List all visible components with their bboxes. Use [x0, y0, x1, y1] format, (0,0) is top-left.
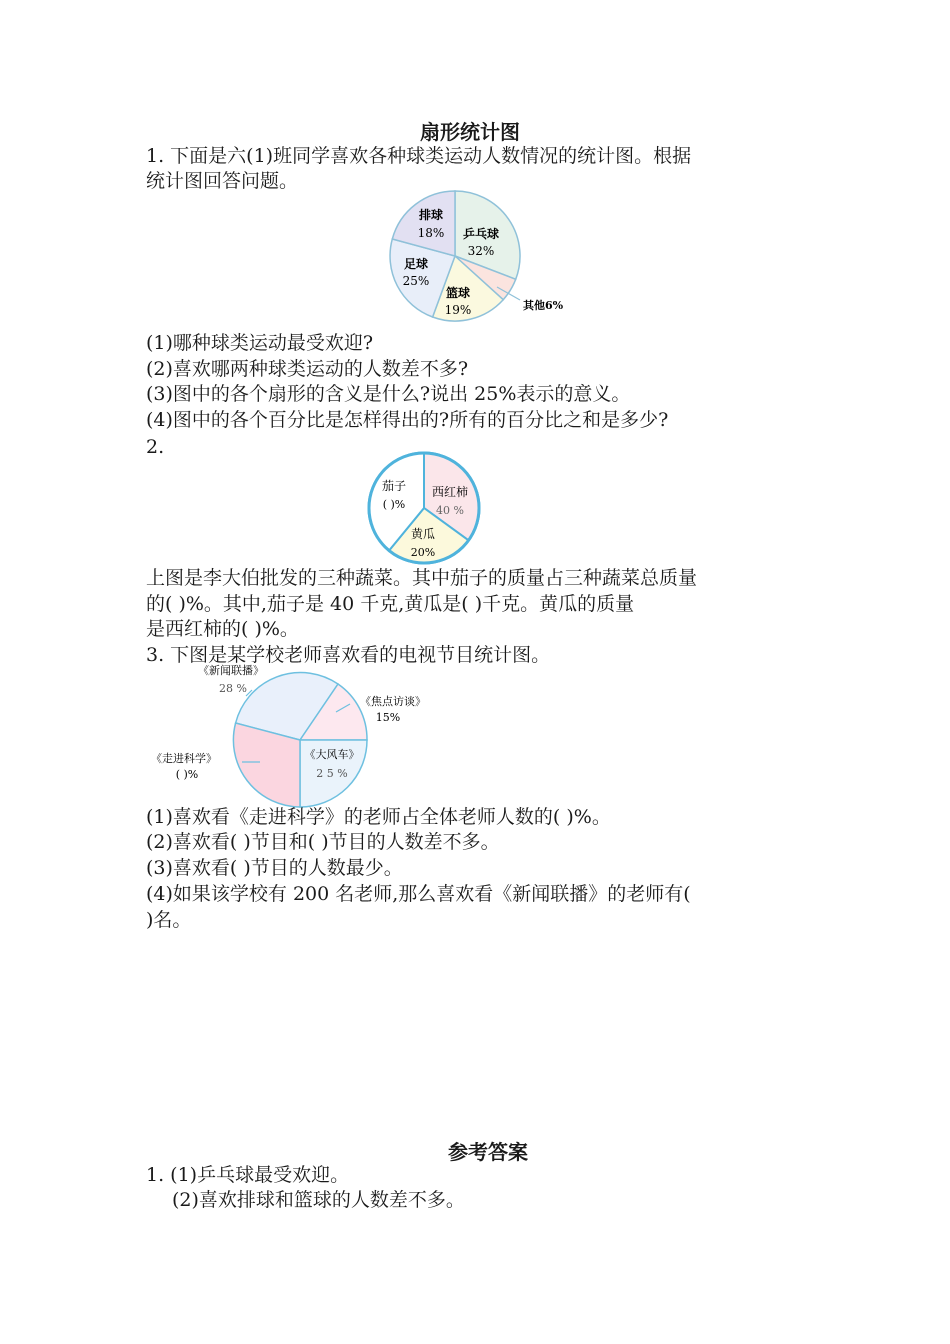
- label-other: 其他6%: [523, 299, 564, 312]
- label-tomato-pct: 40 %: [436, 504, 464, 517]
- q1-sub2: (2)喜欢哪两种球类运动的人数差不多?: [146, 358, 469, 380]
- answers-title: 参考答案: [448, 1140, 528, 1164]
- label-eggplant-name: 茄子: [381, 479, 407, 493]
- label-pingpong-pct: 32%: [467, 244, 495, 258]
- label-cucumber-name: 黄瓜: [410, 527, 436, 541]
- label-science-name: 《走进科学》: [151, 752, 217, 765]
- q3-sub2: (2)喜欢看( )节目和( )节目的人数差不多。: [146, 831, 500, 853]
- label-football-pct: 25%: [402, 274, 430, 288]
- q3-pie-chart: [140, 660, 450, 810]
- q3-sub1: (1)喜欢看《走进科学》的老师占全体老师人数的( )%。: [146, 806, 611, 828]
- label-news-pct: 28 %: [219, 682, 247, 695]
- q3-text-line1: 3. 下图是某学校老师喜欢看的电视节目统计图。: [146, 644, 551, 666]
- q2-text-line1: 上图是李大伯批发的三种蔬菜。其中茄子的质量占三种蔬菜总质量: [146, 567, 698, 589]
- q3-sub4-line1: (4)如果该学校有 200 名老师,那么喜欢看《新闻联播》的老师有(: [146, 883, 691, 905]
- label-tomato-name: 西红柿: [431, 485, 469, 499]
- q3-sub4-line2: )名。: [146, 909, 192, 931]
- q1-sub1: (1)哪种球类运动最受欢迎?: [146, 332, 374, 354]
- label-football-name: 足球: [403, 257, 429, 271]
- q1-pie-chart: [380, 186, 580, 331]
- q2-number: 2.: [146, 436, 165, 458]
- label-pingpong-name: 乒乓球: [462, 227, 500, 241]
- q2-pie-chart: [366, 450, 482, 566]
- q1-sub3: (3)图中的各个扇形的含义是什么?说出 25%表示的意义。: [146, 383, 631, 405]
- q2-text-line3: 是西红柿的( )%。: [146, 618, 299, 640]
- label-eggplant-pct: ( )%: [382, 498, 406, 511]
- q1-text-line1: 1. 下面是六(1)班同学喜欢各种球类运动人数情况的统计图。根据: [146, 145, 692, 167]
- q3-sub3: (3)喜欢看( )节目的人数最少。: [146, 857, 403, 879]
- label-volleyball-pct: 18%: [417, 226, 445, 240]
- label-basketball-name: 篮球: [445, 286, 471, 300]
- answer-1-1: 1. (1)乒乓球最受欢迎。: [146, 1164, 350, 1186]
- label-science-pct: ( )%: [175, 768, 199, 781]
- label-news-name: 《新闻联播》: [198, 664, 264, 677]
- q1-text-line2: 统计图回答问题。: [146, 170, 299, 192]
- label-windmill-name: 《大风车》: [304, 748, 360, 761]
- answer-1-2: (2)喜欢排球和篮球的人数差不多。: [172, 1189, 465, 1211]
- q2-text-line2: 的( )%。其中,茄子是 40 千克,黄瓜是( )千克。黄瓜的质量: [146, 593, 635, 615]
- label-focus-name: 《焦点访谈》: [360, 695, 426, 708]
- label-basketball-pct: 19%: [444, 303, 472, 317]
- label-volleyball-name: 排球: [418, 208, 444, 222]
- q1-sub4: (4)图中的各个百分比是怎样得出的?所有的百分比之和是多少?: [146, 409, 669, 431]
- page-title: 扇形统计图: [420, 120, 520, 144]
- label-focus-pct: 15%: [375, 711, 401, 724]
- label-cucumber-pct: 20%: [410, 546, 436, 559]
- label-windmill-pct: 2 5 %: [316, 767, 348, 780]
